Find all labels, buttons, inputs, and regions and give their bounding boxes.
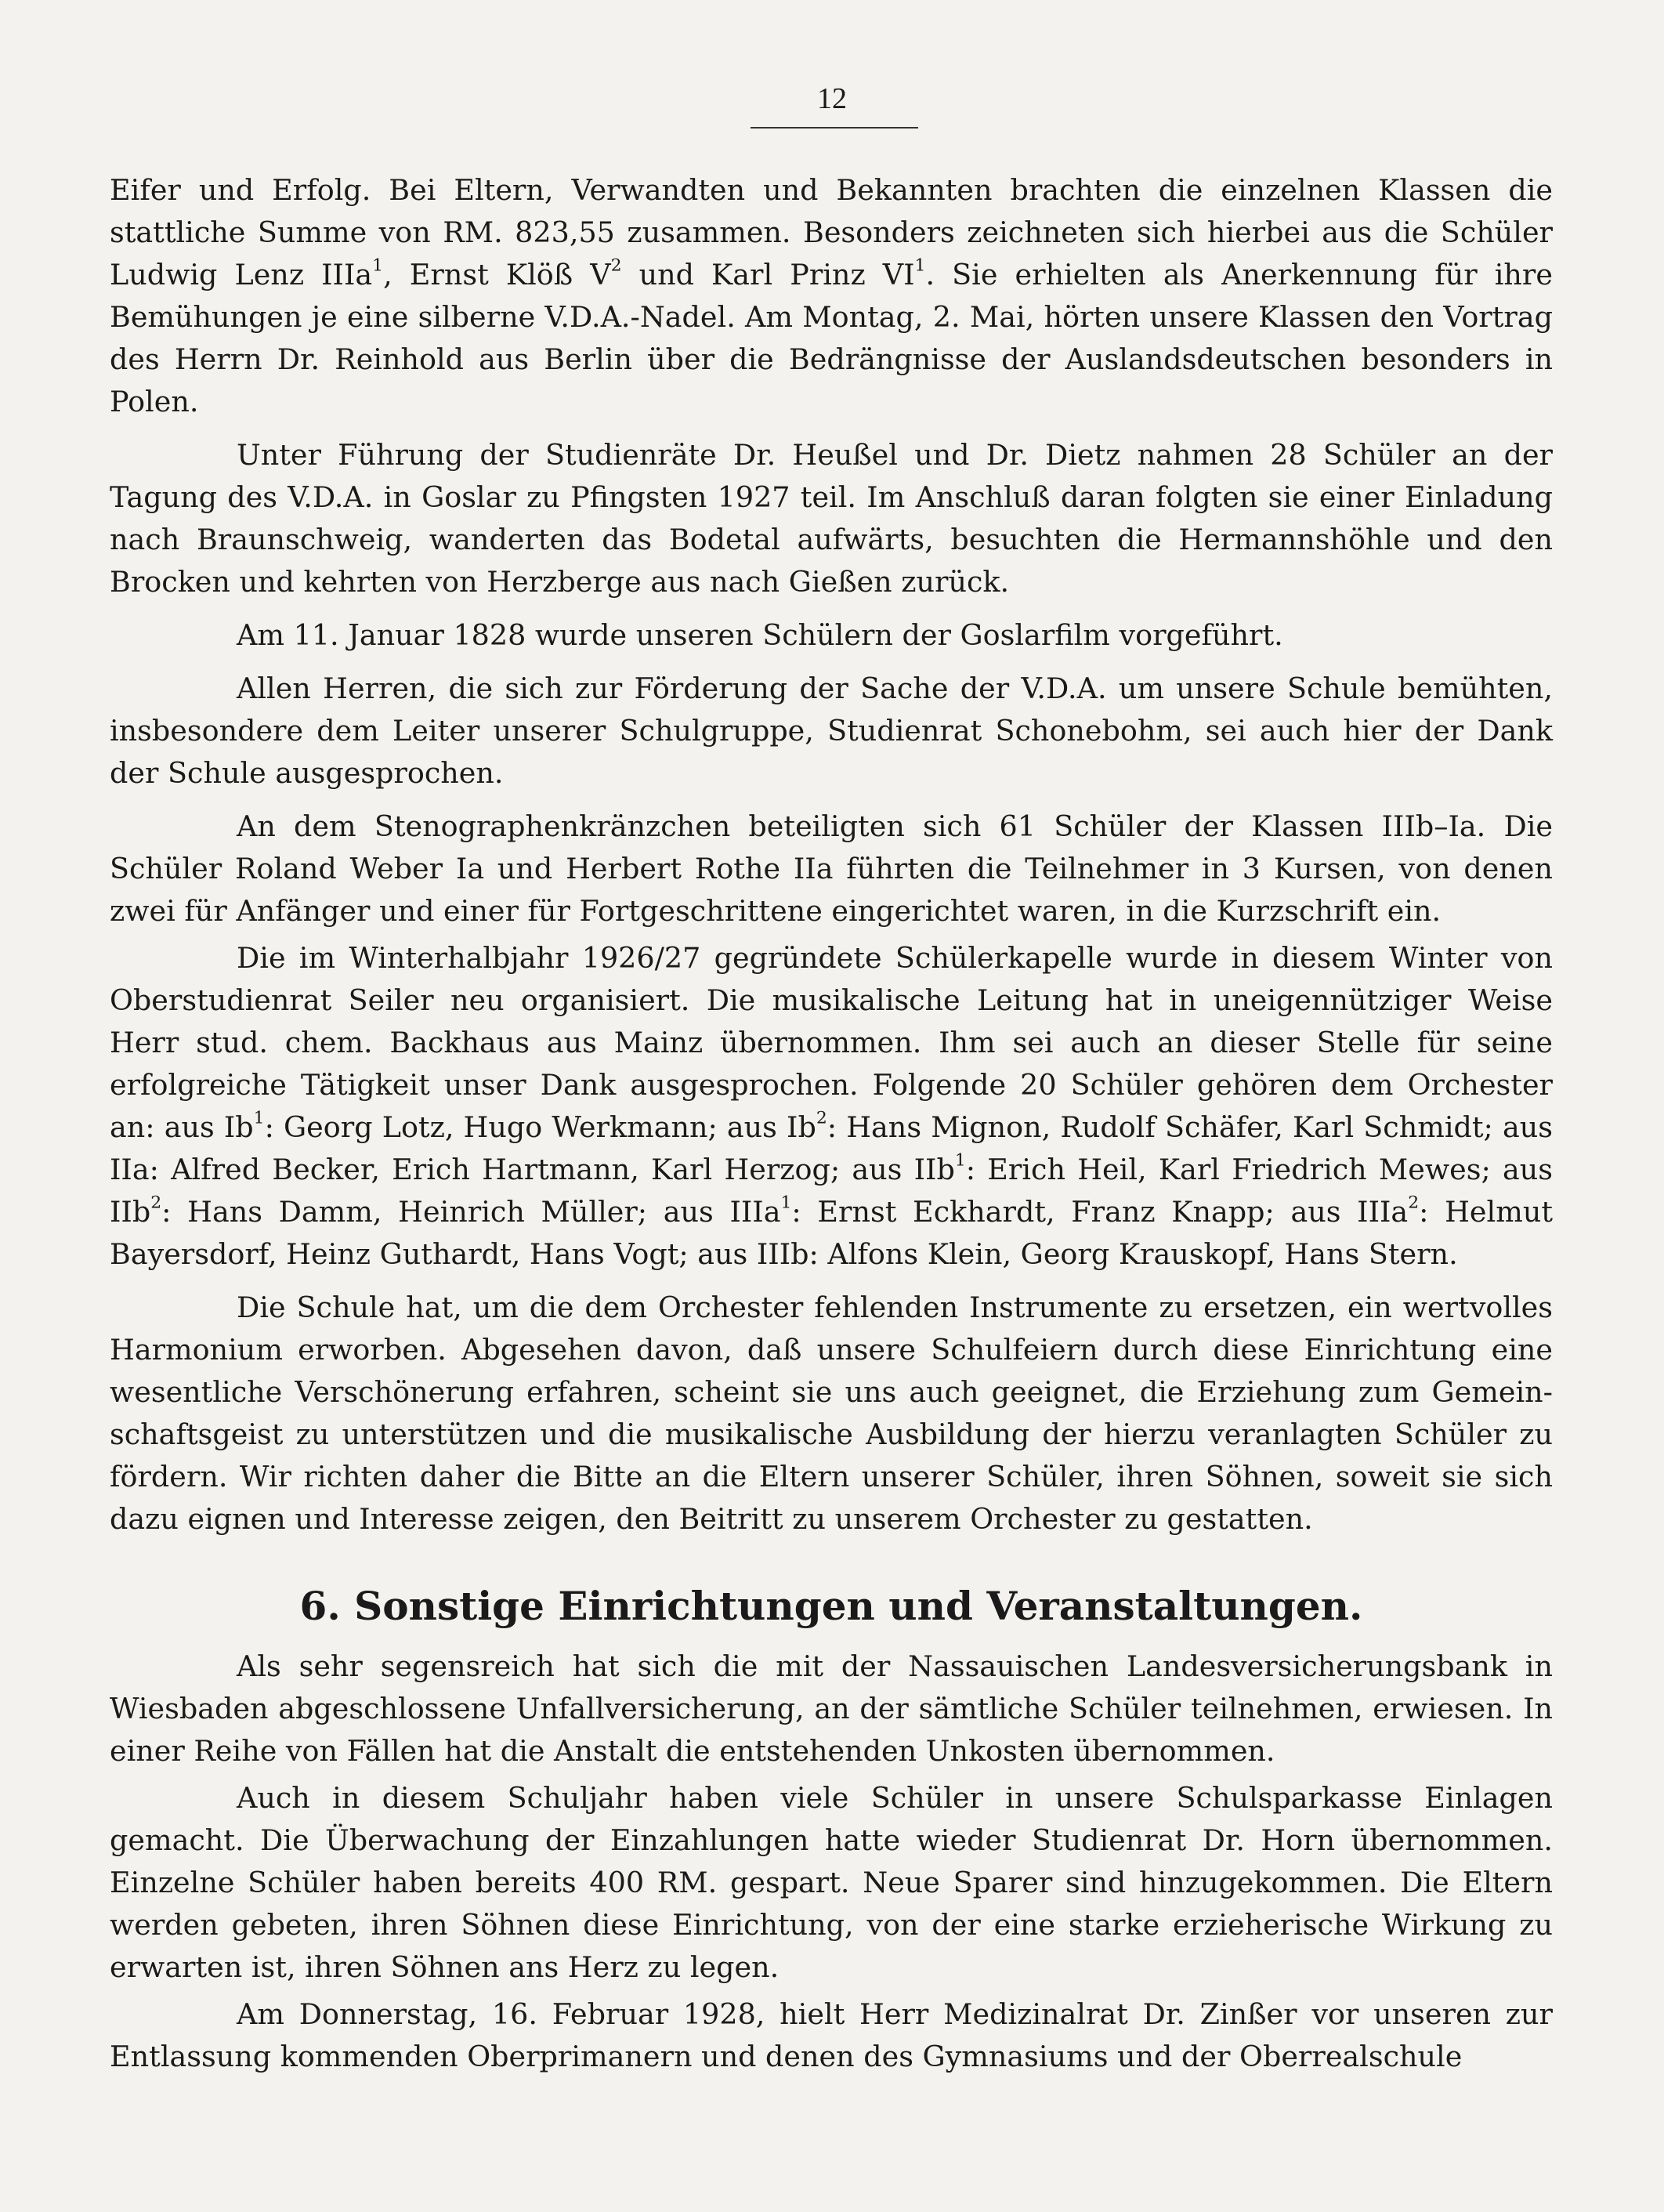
paragraph-stenography: An dem Stenographenkränzchen beteiligten sich 61 Schüler der Klassen IIIb–Ia. Die Schüler Roland Weber Ia und Herbert Rothe IIa führten die Teilnehmer in 3 Kursen, von denen zwei für Anfänger und einer für Fortgeschrittene eingerichtet waren, in die Kurzschrift ein. (110, 809, 1553, 928)
paragraph-harmonium: Die Schule hat, um die dem Orchester fehlenden Instrumente zu ersetzen, ein wertvolles Harmonium erworben. Abgesehen davon, daß unsere Schulfeiern durch diese Einrichtung eine wesentliche Verschönerung erfahren, scheint sie uns auch geeignet, die Erziehung zum Gemeinschaftsgeist zu unterstützen und die musikalische Ausbildung der hierzu veranlagten Schüler zu fördern. Wir richten daher die Bitte an die Eltern unserer Schüler, ihren Söhnen, soweit sie sich dazu eignen und Interesse zeigen, den Beitritt zu unserem Orchester zu gestatten. (110, 1291, 1553, 1536)
paragraph-savings: Auch in diesem Schuljahr haben viele Schüler in unsere Schulsparkasse Einlagen gemacht. Die Überwachung der Einzahlungen hatte wieder Studienrat Dr. Horn übernommen. Einzelne Schüler haben bereits 400 RM. gespart. Neue Sparer sind hinzugekommen. Die Eltern werden gebeten, ihren Söhnen diese Einrichtung, von der eine starke erzieherische Wirkung zu erwarten ist, ihren Söhnen ans Herz zu legen. (110, 1781, 1553, 1984)
section-heading: 6. Sonstige Einrichtungen und Veranstaltungen. (299, 1583, 1363, 1629)
paragraph-thanks: Allen Herren, die sich zur Förderung der Sache der V.D.A. um unsere Schule bemühten, insbesondere dem Leiter unserer Schulgruppe, Studienrat Schonebohm, sei auch hier der Dank der Schule ausgesprochen. (110, 672, 1553, 790)
header-rule (751, 127, 918, 129)
paragraph-lecture: Am Donnerstag, 16. Februar 1928, hielt Herr Medizinalrat Dr. Zinßer vor unseren zur Entlassung kommenden Oberprimanern und denen des Gymnasiums und der Oberrealschule (110, 1997, 1553, 2073)
body-text (110, 165, 1553, 2078)
paragraph-vda-collection: Eifer und Erfolg. Bei Eltern, Verwandten und Bekannten brachten die einzelnen Klassen die stattliche Summe von RM. 823,55 zusammen. Besonders zeichneten sich hierbei aus die Schüler Ludwig Lenz IIIa$^1$, Ernst Klöß $V^2$ und Karl Prinz $VI^1$. Sie erhielten als Anerkennung für ihre Bemühungen je eine silberne V.D.A.-Nadel. Am Montag, 2. Mai, hörten unsere Klassen den Vortrag des Herrn Dr. Reinhold aus Berlin über die Bedrängnisse der Auslandsdeutschen besonders in Polen. (110, 173, 1553, 418)
paragraph-orchestra: Die im Winterhalbjahr 1926/27 gegründete Schülerkapelle wurde in diesem Winter von Oberstudienrat Seiler neu organisiert. Die musikalische Leitung hat in uneigennütziger Weise Herr stud. chem. Backhaus aus Mainz übernommen. Ihm sei auch an dieser Stelle für seine erfolgreiche Tätigkeit unser Dank ausgesprochen. Folgende 20 Schüler gehören dem Orchester an: aus Ib$^1$: Georg Lotz, Hugo Werkmann; aus Ib$^2$: Hans Mignon, Rudolf Schäfer, Karl Schmidt; aus IIa: Alfred Becker, Erich Hartmann, Karl Herzog; aus IIb$^1$: Erich Heil, Karl Friedrich Mewes; aus IIb$^2$: Hans Damm, Heinrich Müller; aus IIIa$^1$: Ernst Eckhardt, Franz Knapp; aus IIIa$^2$: Helmut Bayersdorf, Heinz Guthardt, Hans Vogt; aus IIIb: Alfons Klein, Georg Krauskopf, Hans Stern. (110, 941, 1553, 1271)
page-number: 12 (817, 82, 847, 115)
paragraph-insurance: Als sehr segensreich hat sich die mit der Nassauischen Landesversicherungsbank in Wiesbaden abgeschlossene Unfallversicherung, an der sämtliche Schüler teilnehmen, erwiesen. In einer Reihe von Fällen hat die Anstalt die entstehenden Unkosten übernommen. (110, 1649, 1553, 1768)
paragraph-goslarfilm: Am 11. Januar 1828 wurde unseren Schülern der Goslarfilm vorgeführt. (237, 618, 1283, 652)
paragraph-goslar-trip: Unter Führung der Studienräte Dr. Heußel und Dr. Dietz nahmen 28 Schüler an der Tagung des V.D.A. in Goslar zu Pfingsten 1927 teil. Im Anschluß daran folgten sie einer Einladung nach Braunschweig, wanderten das Bodetal aufwärts, besuchten die Hermannshöhle und den Brocken und kehrten von Herzberge aus nach Gießen zurück. (110, 438, 1553, 599)
